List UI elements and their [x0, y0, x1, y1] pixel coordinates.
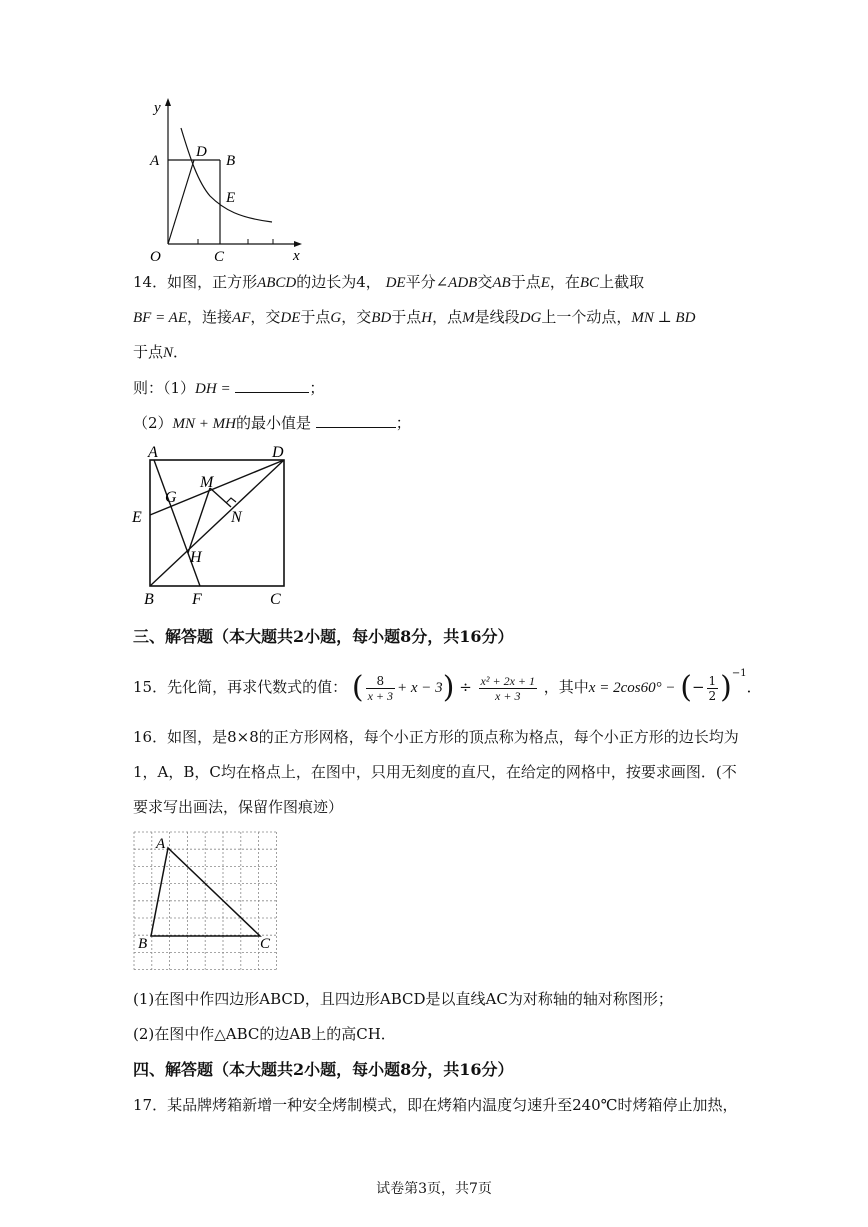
q17-line1: 17．某品牌烤箱新增一种安全烤制模式，即在烤箱内温度匀速升至240℃时烤箱停止加热， — [133, 1096, 738, 1114]
label-C: C — [260, 936, 271, 952]
q16-line1: 16．如图，是8×8的正方形网格，每个小正方形的顶点称为格点，每个小正方形的边长均为 — [133, 728, 739, 746]
segment-OD — [168, 160, 194, 244]
q15-line: 15．先化简，再求代数式的值： ( $\frac{8}{x + 3}$ + x − 3) ÷ $\frac{\text{x² + 2x + 1}}{x + 3}$ ，其中x = 2cos60° − (− $\frac{1}{2}$ )$^{-1}$． — [133, 668, 762, 705]
label-M: M — [200, 474, 214, 491]
label-E: E — [226, 190, 236, 206]
label-C: C — [214, 249, 225, 265]
label-B: B — [138, 936, 148, 952]
q16-sub2: (2)在图中作△ABC的边AB上的高CH． — [133, 1025, 396, 1043]
label-x: x — [293, 248, 300, 264]
page-footer: 试卷第3页，共7页 — [376, 1181, 492, 1197]
label-A: A — [148, 444, 158, 461]
q14-line2: BF = AE，连接AF，交DE于点G，交BD于点H，点M是线段DG上一个动点，MN ⊥ BD — [133, 308, 696, 326]
y-axis-arrow — [165, 98, 171, 106]
section-3-heading: 三、解答题（本大题共2小题，每小题8分，共16分） — [133, 627, 514, 646]
q16-line2: 1，A，B，C均在格点上，在图中，只用无刻度的直尺，在给定的网格中，按要求画图．(不 — [133, 763, 737, 781]
label-E: E — [132, 509, 142, 526]
label-O: O — [150, 249, 161, 265]
q14-line3: 于点N． — [133, 343, 189, 361]
label-B: B — [144, 591, 154, 608]
figure-q16-grid — [132, 830, 280, 972]
q16-line3: 要求写出画法，保留作图痕迹） — [133, 798, 344, 816]
label-N: N — [231, 509, 242, 526]
figure-q14-square — [128, 440, 298, 612]
q14-part1: 则：（1）DH = ； — [133, 376, 324, 400]
hyperbola-curve — [181, 128, 272, 222]
section-4-heading: 四、解答题（本大题共2小题，每小题8分，共16分） — [133, 1060, 514, 1079]
answer-blank-1[interactable] — [235, 376, 309, 393]
label-F: F — [192, 591, 202, 608]
label-G: G — [165, 489, 177, 506]
label-C: C — [270, 591, 281, 608]
segment-BD — [150, 460, 284, 586]
segment-ED — [150, 460, 284, 515]
label-A: A — [156, 836, 166, 852]
q14-part2: （2）MN + MH的最小值是 ； — [133, 411, 411, 435]
answer-blank-2[interactable] — [316, 411, 396, 428]
right-angle-mark — [226, 498, 236, 503]
label-A: A — [150, 153, 160, 169]
q14-line1: 14．如图，正方形ABCD的边长为4， DE平分∠ADB交AB于点E，在BC上截取 — [133, 273, 645, 291]
label-D: D — [196, 144, 207, 160]
q16-sub1: (1)在图中作四边形ABCD，且四边形ABCD是以直线AC为对称轴的轴对称图形； — [133, 990, 673, 1008]
label-y: y — [154, 100, 161, 116]
label-B: B — [226, 153, 236, 169]
segment-AF — [154, 460, 200, 586]
label-D: D — [272, 444, 284, 461]
label-H: H — [190, 549, 202, 566]
figure-q13-graph — [138, 96, 308, 266]
x-axis-arrow — [294, 241, 302, 247]
grid — [134, 832, 276, 970]
